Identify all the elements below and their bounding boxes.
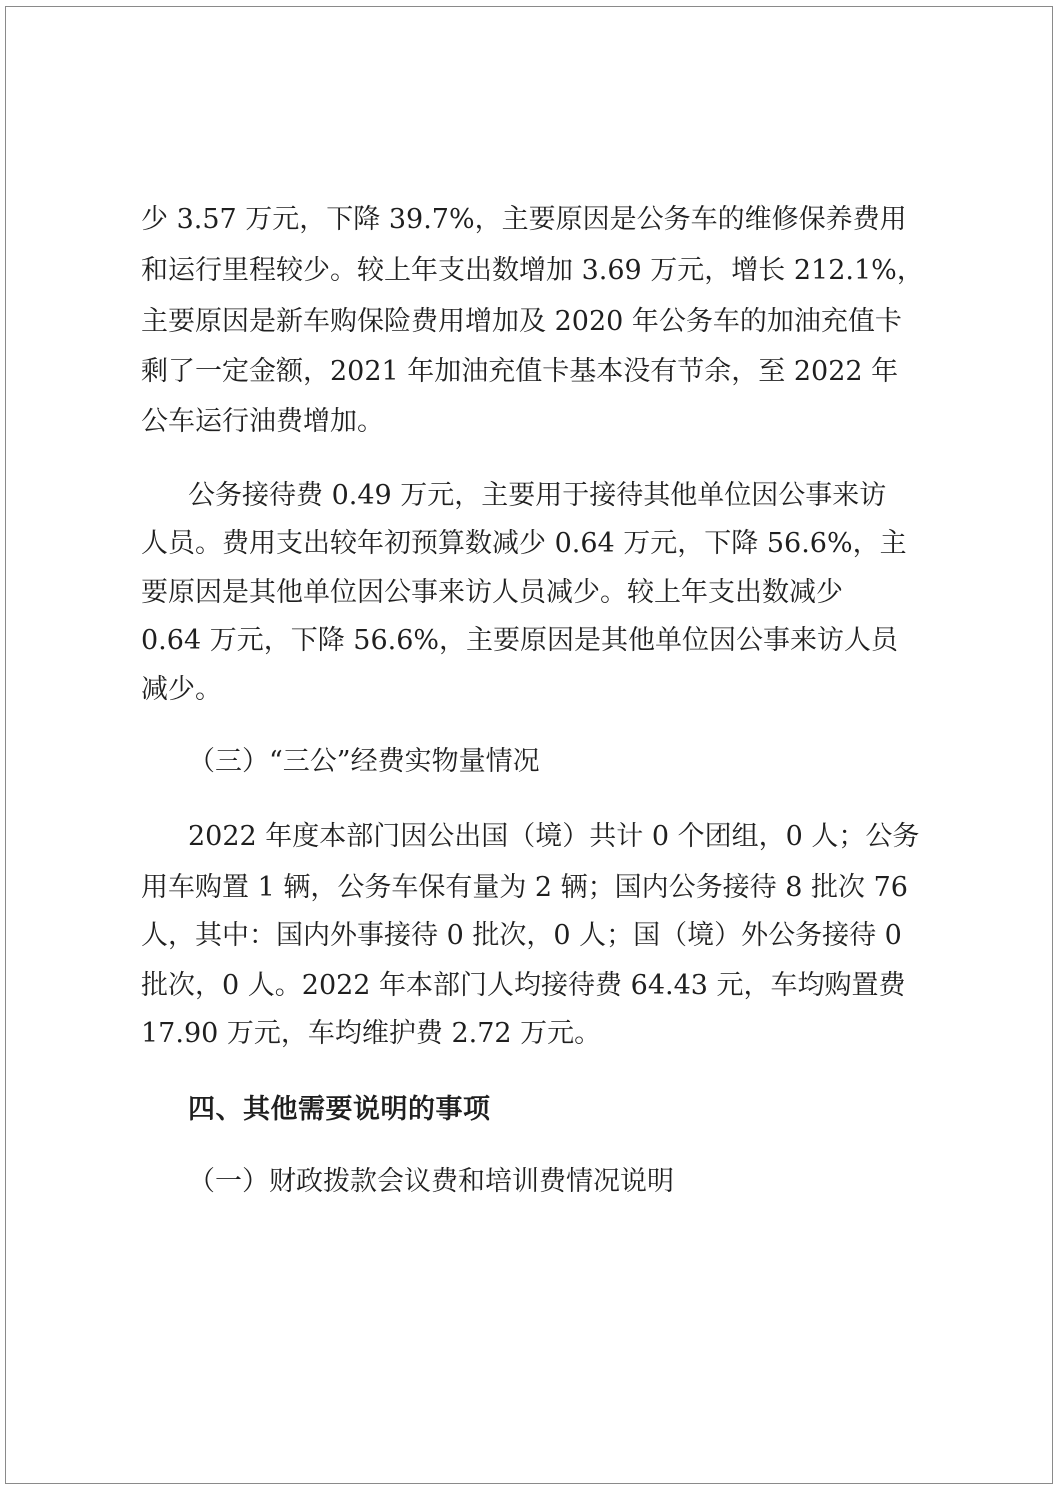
paragraph-line: 批次，0 人。2022 年本部门人均接待费 64.43 元，车均购置费	[141, 970, 906, 1001]
paragraph-line: 公车运行油费增加。	[141, 406, 384, 437]
paragraph-line: 和运行里程较少。较上年支出数增加 3.69 万元，增长 212.1%，	[141, 255, 924, 286]
paragraph-line: 17.90 万元，车均维护费 2.72 万元。	[141, 1018, 602, 1049]
paragraph-line: 公务接待费 0.49 万元，主要用于接待其他单位因公事来访	[188, 480, 887, 511]
paragraph-line: 要原因是其他单位因公事来访人员减少。较上年支出数减少	[141, 577, 843, 608]
paragraph-line: 2022 年度本部门因公出国（境）共计 0 个团组，0 人；公务	[188, 821, 920, 852]
section-subheading: （三）“三公”经费实物量情况	[188, 746, 540, 777]
paragraph-line: 减少。	[141, 674, 222, 705]
paragraph-line: 用车购置 1 辆，公务车保有量为 2 辆；国内公务接待 8 批次 76	[141, 872, 908, 903]
section-heading: 四、其他需要说明的事项	[188, 1094, 491, 1125]
section-subheading: （一）财政拨款会议费和培训费情况说明	[188, 1166, 674, 1197]
paragraph-line: 人，其中：国内外事接待 0 批次，0 人；国（境）外公务接待 0	[141, 920, 902, 951]
paragraph-line: 主要原因是新车购保险费用增加及 2020 年公务车的加油充值卡	[141, 306, 902, 337]
paragraph-line: 少 3.57 万元，下降 39.7%，主要原因是公务车的维修保养费用	[141, 204, 907, 235]
paragraph-line: 剩了一定金额，2021 年加油充值卡基本没有节余，至 2022 年	[141, 356, 899, 387]
paragraph-line: 人员。费用支出较年初预算数减少 0.64 万元，下降 56.6%，主	[141, 528, 907, 559]
paragraph-line: 0.64 万元，下降 56.6%，主要原因是其他单位因公事来访人员	[141, 625, 899, 656]
